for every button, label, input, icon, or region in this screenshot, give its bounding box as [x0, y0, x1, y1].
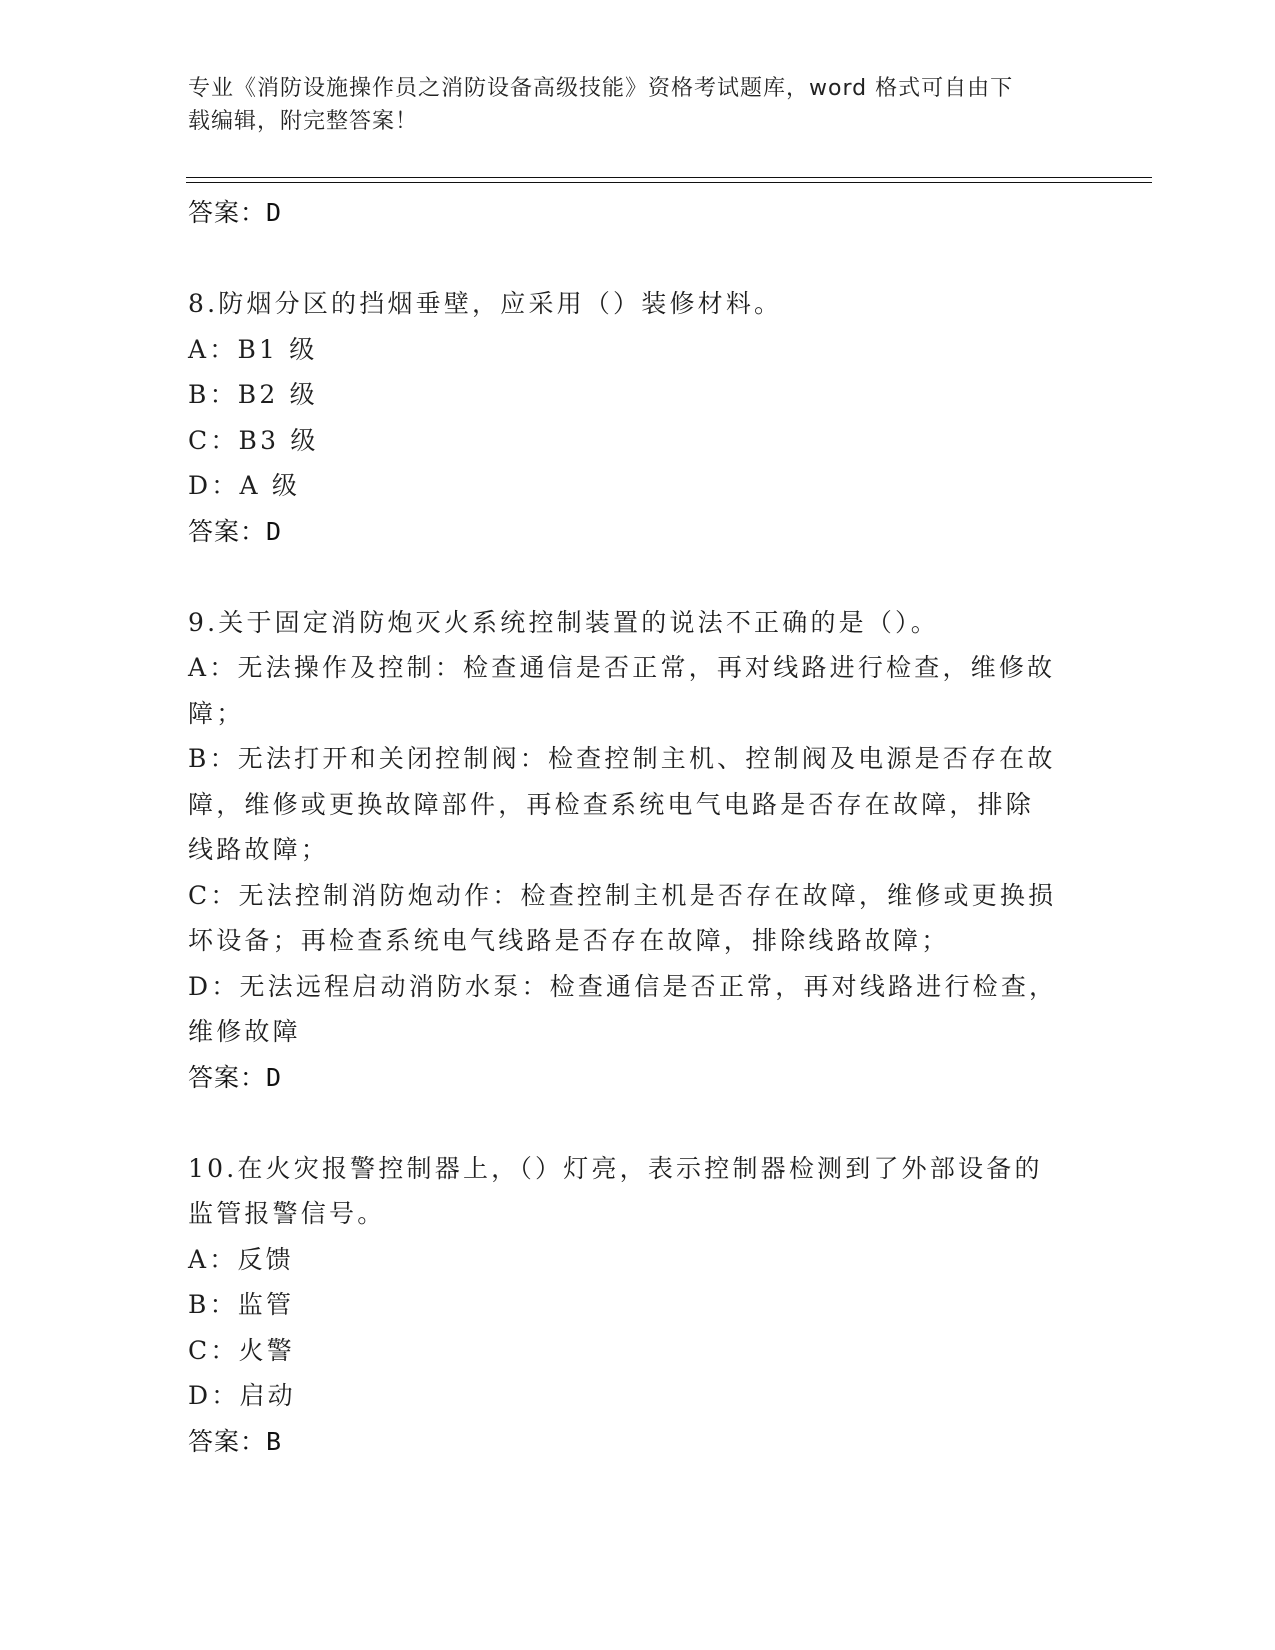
option-c: C：无法控制消防炮动作：检查控制主机是否存在故障，维修或更换损 — [188, 880, 1057, 910]
option-c-continued: 坏设备；再检查系统电气线路是否存在故障，排除线路故障； — [188, 926, 950, 955]
option-b-continued: 线路故障； — [188, 835, 330, 864]
option-b: B：监管 — [188, 1290, 295, 1319]
question-text-continued: 监管报警信号。 — [188, 1199, 386, 1228]
question-text: 8.防烟分区的挡烟垂壁，应采用（）装修材料。 — [188, 289, 783, 318]
question-content — [188, 190, 1088, 1464]
option-a-continued: 障； — [188, 698, 245, 728]
option-c: C：B3 级 — [188, 425, 319, 455]
question-block-9 — [188, 600, 1088, 1101]
option-d: D：无法远程启动消防水泵：检查通信是否正常，再对线路进行检查， — [188, 971, 1058, 1001]
option-d-continued: 维修故障 — [188, 1017, 301, 1046]
header-rule-bottom — [186, 182, 1152, 183]
question-block-8 — [188, 281, 1088, 554]
option-d: D：A 级 — [188, 471, 301, 500]
option-b-continued: 障，维修或更换故障部件，再检查系统电气电路是否存在故障，排除 — [188, 789, 1035, 819]
answer-line: 答案：B — [188, 1426, 283, 1456]
header-rule-top — [186, 177, 1152, 178]
question-block-10 — [188, 1146, 1088, 1465]
option-b: B：无法打开和关闭控制阀：检查控制主机、控制阀及电源是否存在故 — [188, 744, 1056, 773]
option-a: A：B1 级 — [188, 334, 318, 364]
option-d: D：启动 — [188, 1381, 296, 1410]
answer-line: 答案：D — [188, 198, 283, 227]
option-a: A：反馈 — [188, 1244, 294, 1274]
document-header — [188, 72, 1068, 138]
header-line-2: 载编辑，附完整答案！ — [188, 109, 419, 134]
option-b: B：B2 级 — [188, 380, 318, 409]
option-a: A：无法操作及控制：检查通信是否正常，再对线路进行检查，维修故 — [188, 653, 1056, 682]
question-text: 9.关于固定消防炮灭火系统控制装置的说法不正确的是（）。 — [188, 607, 939, 637]
spacer — [188, 554, 1088, 600]
spacer — [188, 236, 1088, 282]
header-line-1: 专业《消防设施操作员之消防设备高级技能》资格考试题库，word 格式可自由下 — [188, 76, 1014, 101]
question-text: 10.在火灾报警控制器上，（）灯亮，表示控制器检测到了外部设备的 — [188, 1153, 1043, 1183]
answer-line: 答案：D — [188, 1062, 283, 1092]
spacer — [188, 1100, 1088, 1146]
answer-line: 答案：D — [188, 516, 283, 546]
option-c: C：火警 — [188, 1335, 295, 1365]
